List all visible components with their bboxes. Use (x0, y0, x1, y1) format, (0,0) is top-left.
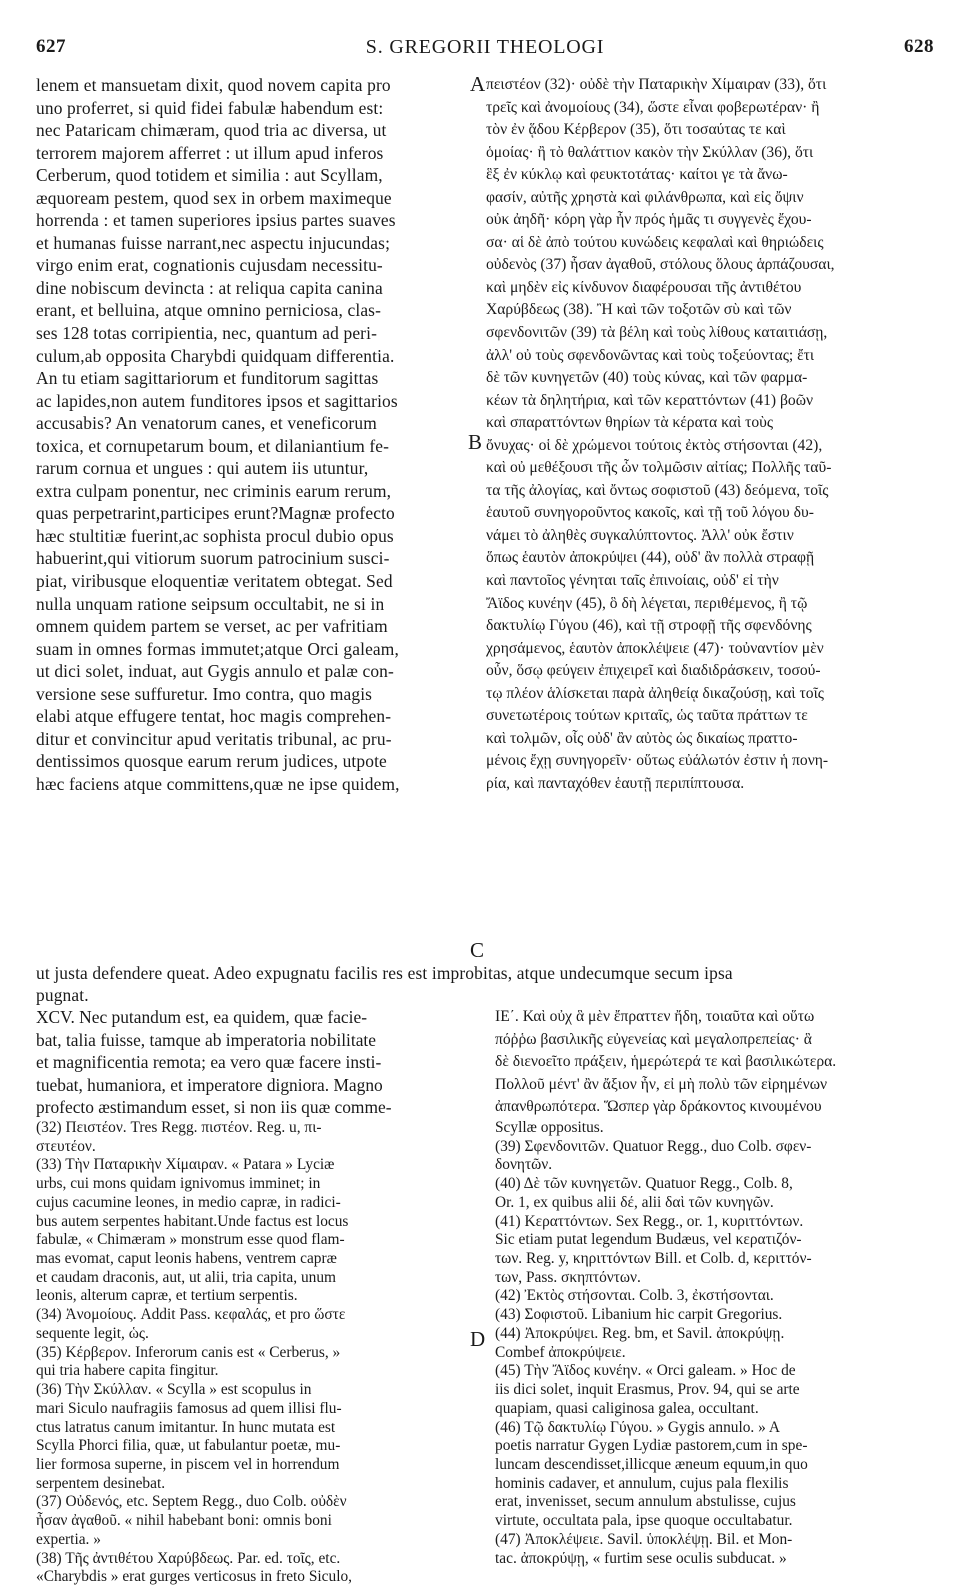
text-line: τῳ πλέον ἁλίσκεται παρὰ ἀληθείᾳ δικαζούσῃ, καὶ τοῖς (486, 684, 824, 702)
text-line: erat, invenisset, secum annulum abstulisse, cujus (495, 1493, 796, 1511)
text-line: τὸν ἐν ᾅδου Κέρβερον (35), ὅτι τοσαύτας τε καὶ (486, 121, 786, 139)
text-line: leonis, alterum capræ, et tertium serpentis. (36, 1287, 298, 1305)
text-line: φασίν, αὐτῆς χρηστὰ καὶ φιλάνθρωπα, καὶ εἰς ὄψιν (486, 188, 804, 206)
text-line: fabulæ, « Chimæram » monstrum esse quod flam- (36, 1231, 345, 1249)
text-line: bus autem serpentes habitant.Unde factus est locus (36, 1212, 349, 1230)
text-line: (33) Τὴν Παταρικὴν Χίμαιραν. « Patara » Lyciæ (36, 1156, 335, 1174)
full-width-text (36, 962, 936, 1006)
text-line: ut justa defendere queat. Adeo expugnatu facilis res est improbitas, atque undecumque secum ipsa (36, 963, 733, 983)
text-line: erant, et belluina, atque omnino perniciosa, clas- (36, 300, 382, 321)
margin-letter-a: A (470, 72, 486, 96)
text-line: omnem quidem partem se verset, ac per vafritiam (36, 616, 388, 637)
text-line: poetis narratur Gygen Lydiæ pastorem,cum in spe- (495, 1437, 808, 1455)
text-line: Πολλοῦ μέντ' ἂν ἄξιον ἦν, εἰ μὴ πολὺ τῶν εἰρημένων (495, 1075, 828, 1093)
text-line: Combef ἀποκρύψειε. (495, 1343, 626, 1361)
text-line: (46) Τῷ δακτυλίῳ Γύγου. » Gygis annulo. » A (495, 1418, 780, 1436)
text-line: extra culpam ponentur, nec criminis earum rerum, (36, 480, 392, 501)
text-line: καὶ σπαραττόντων θηρίων τὰ κέρατα καὶ τοὺς (486, 414, 774, 432)
text-line: των, Pass. σκηπτόντων. (495, 1268, 641, 1286)
text-line: ἓξ ἐν κύκλῳ καὶ φευκτοτάτας· καίτοι γε τὰ ἄνω- (486, 166, 788, 184)
text-line: ὅπως ἑαυτὸν ἀποκρύψει (44), οὐδ' ἂν πολλὰ στραφῇ (486, 549, 815, 567)
text-line: suam in omnes formas immutet;atque Orci galeam, (36, 638, 399, 659)
text-line: των. Reg. y, κηριττόντων Bill. et Colb. d, κεριττόν- (495, 1250, 812, 1268)
text-line: σα· αἱ δὲ ἀπὸ τούτου κυνώδεις κεφαλαὶ καὶ θηριώδεις (486, 233, 824, 251)
text-line: Ἄϊδος κυνέην (45), ὃ δὴ λέγεται, περιθέμενος, ἢ τῷ (486, 594, 808, 612)
text-line: οὐδενὸς (37) ἦσαν ἀγαθοῦ, στόλους ὅλους ἁρπάζουσαι, (486, 256, 835, 274)
text-line: δονητῶν. (495, 1156, 553, 1174)
text-line: ἀπανθρωπότερα. Ὥσπερ γὰρ δράκοντος κινουμένου (495, 1098, 822, 1115)
text-line: οὐκ ἀηδῆ· κόρη γὰρ ἦν πρός ἡμᾶς τι συγγενὲς ἔχου- (486, 211, 812, 229)
text-line: ses 128 totas corripientia, nec, quantum ad peri- (36, 323, 378, 344)
text-line: (43) Σοφιστοῦ. Libanium hic carpit Gregorius. (495, 1306, 783, 1324)
text-line: «Charybdis » erat gurges verticosus in freto Siculo, (36, 1568, 353, 1586)
text-line: (34) Ἀνομοίους. Addit Pass. κεφαλάς, et pro ὥστε (36, 1306, 346, 1324)
text-line: ac lapides,non autem funditores ipsos et sagittarios (36, 390, 398, 411)
text-line: ὄνυχας· οἱ δὲ χρώμενοι τούτοις ἐκτὸς στήσονται (42), (486, 436, 823, 454)
text-line: (37) Οὐδενός, etc. Septem Regg., duo Colb. οὐδὲν (36, 1493, 347, 1511)
text-line: horrenda : et tamen superiores ipsius partes suaves (36, 210, 396, 231)
text-line: hæc stultitiæ fuerint,ac sophista procul dubio opus (36, 525, 394, 546)
text-line: pugnat. (36, 985, 89, 1005)
text-line: (44) Ἀποκρύψει. Reg. bm, et Savil. ἀποκρύψῃ. (495, 1324, 785, 1342)
text-line: virtute, occultata pala, ipse quoque occultabatur. (495, 1512, 793, 1530)
text-line: οὖν, ὅσῳ φεύγειν ἐπιχειρεῖ καὶ διαδιδράσκειν, τοσού- (486, 662, 821, 680)
text-line: (32) Πειστέον. Tres Regg. πιστέον. Reg. u, πι- (36, 1119, 322, 1136)
text-line: χρησάμενος, ἑαυτὸν ἀποκλέψειε (47)· τοὐναντίον μὲν (486, 639, 824, 657)
page-number-right: 628 (904, 36, 934, 57)
text-line: urbs, cui mons quidam ignivomus imminet; in (36, 1175, 321, 1193)
page-header (36, 36, 934, 60)
text-line: profecto æstimandum esset, si non iis quæ comme- (36, 1097, 392, 1117)
text-line: καὶ μηδὲν εἰς κίνδυνον διαφέρουσαι τῆς ἀντιθέτου (486, 278, 802, 296)
text-line: accusabis? An venatorum canes, et veneficorum (36, 413, 377, 434)
text-line: Or. 1, ex quibus alii δέ, alii δαὶ τῶν κυνηγῶν. (495, 1193, 774, 1211)
text-line: dentissimos quosque earum rerum judices, utpote (36, 751, 387, 772)
text-line: ὁμοίας· ἢ τὸ θαλάττιον κακὸν τὴν Σκύλλαν (36), ὅτι (486, 143, 814, 161)
text-line: (35) Κέρβερον. Inferorum canis est « Cerberus, » (36, 1343, 341, 1361)
latin-column-section-xcv (36, 1006, 468, 1119)
text-line: (36) Τὴν Σκύλλαν. « Scylla » est scopulus in (36, 1381, 312, 1399)
text-line: versione sese suffuretur. Imo contra, quo magis (36, 683, 373, 704)
text-line: Sic etiam putat legendum Budæus, vel κερατιζόν- (495, 1231, 802, 1249)
text-line: τρεῖς καὶ ἀνομοίους (34), ὥστε εἶναι φοβερωτέραν· ἢ (486, 98, 820, 116)
text-line: (45) Τὴν Ἄϊδος κυνέην. « Orci galeam. » Hoc de (495, 1362, 796, 1380)
text-line: mas evomat, caput leonis habens, ventrem capræ (36, 1250, 337, 1268)
text-line: terrorem majorem afferret : ut illum apud inferos (36, 142, 384, 163)
text-line: μένοις ἔχῃ συνηγορεῖν· οὕτως εὐάλωτόν ἐστιν ἡ πονη- (486, 752, 829, 770)
text-line: ἑαυτοῦ συνηγοροῦντος κακοῖς, καὶ τῇ τοῦ λόγου δυ- (486, 504, 814, 522)
text-line: Scylla Phorci filia, quæ, ut fabulantur poetæ, mu- (36, 1437, 341, 1455)
text-line: (41) Κεραττόντων. Sex Regg., or. 1, κυριττόντων. (495, 1212, 804, 1230)
page-number-left: 627 (36, 36, 66, 57)
text-line: lier formosa superne, in piscem vel in horrendum (36, 1455, 340, 1473)
text-line: (38) Τῆς ἀντιθέτου Χαρύβδεως. Par. ed. τοῖς, etc. (36, 1549, 341, 1567)
text-line: sequente legit, ὡς. (36, 1324, 149, 1342)
text-line: δακτυλίῳ Γύγου (46), καὶ τῇ στροφῇ τῆς σφενδόνης (486, 617, 812, 635)
text-line: nulla unquam ratione seipsum occultabit, ne si in (36, 593, 385, 614)
running-title: S. GREGORII THEOLOGI (365, 36, 605, 58)
text-line: virgo enim erat, cognationis cujusdam necessitu- (36, 255, 383, 276)
margin-letter-c: C (470, 938, 485, 962)
text-line: luncam descendisset,illicque æneum equum,in quo (495, 1455, 808, 1473)
text-line: cujus cacumine leones, in medio capræ, in radici- (36, 1193, 341, 1211)
latin-column (36, 74, 468, 796)
greek-column-section-xcv (495, 1006, 934, 1119)
text-line: ΙΕ΄. Καὶ οὐχ ἃ μὲν ἔπραττεν ἤδη, τοιαῦτα καὶ οὕτω (495, 1008, 815, 1025)
text-line: rarum cornua et ungues : qui autem iis utuntur, (36, 458, 369, 479)
text-line: hominis cadaver, et annulum, cujus pala flexilis (495, 1474, 789, 1492)
text-line: καὶ παντοῖος γένηται ταῖς ἐπινοίαις, οὐδ' εἰ τὴν (486, 572, 779, 590)
text-line: serpentem desinebat. (36, 1474, 166, 1492)
text-line: κέων τὰ δηλητήρια, καὶ τῶν κεραττόντων (41) βοῶν (486, 391, 814, 409)
text-line: Χαρύβδεως (38). Ἢ καὶ τῶν τοξοτῶν σὺ καὶ τῶν (486, 301, 792, 319)
text-line: et humanas fuisse narrant,nec aspectu injucundas; (36, 232, 391, 253)
text-line: ut dici solet, induat, aut Gygis annulo et palæ con- (36, 661, 394, 682)
text-line: (47) Ἀποκλέψειε. Savil. ὑποκλέψῃ. Bil. et Mon- (495, 1530, 793, 1548)
text-line: qui tria habere capita fingitur. (36, 1362, 219, 1380)
text-line: quas perpetrarint,participes erunt?Magnæ profecto (36, 503, 395, 524)
text-line: tac. ἀποκρύψῃ, « furtim sese oculis subducat. » (495, 1549, 787, 1567)
text-line: piat, viribusque eloquentiæ veritatem obtegat. Sed (36, 571, 393, 592)
text-line: dine nobiscum devincta : at reliqua capita canina (36, 277, 383, 298)
text-line: lenem et mansuetam dixit, quod novem capita pro (36, 75, 391, 95)
text-line: καὶ τολμῶν, οἷς οὐδ' ἂν αὐτὸς ὡς δικαίως πραττο- (486, 729, 798, 747)
text-line: ρία, καὶ πανταχόθεν ἑαυτῇ περιπίπτουσα. (486, 774, 745, 792)
text-line: δὲ διενοεῖτο πράξειν, ἡμερώτερά τε καὶ βασιλικώτερα. (495, 1053, 837, 1070)
text-line: expertia. » (36, 1530, 101, 1548)
text-line: bat, talia fuisse, tamque ab imperatoria nobilitate (36, 1029, 376, 1050)
text-line: νάμει τὸ ἀληθὲς συγκαλύπτοντος. Ἀλλ' οὐκ ἔστιν (486, 526, 794, 544)
text-line: habuerint,qui vitiorum suorum patrocinium susci- (36, 548, 390, 569)
text-line: culum,ab opposita Charybdi quidquam differentia. (36, 345, 395, 366)
text-line: Cerberum, quod totidem et similia : aut Scyllam, (36, 165, 383, 186)
text-line: ctus latratus canum imitantur. In hunc mutata est (36, 1418, 336, 1436)
text-line: (42) Ἐκτὸς στήσονται. Colb. 3, ἐκστήσονται. (495, 1287, 774, 1305)
text-line: An tu etiam sagittariorum et funditorum sagittas (36, 368, 379, 389)
text-line: (39) Σφενδονιτῶν. Quatuor Regg., duo Colb. σφεν- (495, 1137, 812, 1155)
text-line: ditur et convincitur apud veritatis tribunal, ac pru- (36, 728, 392, 749)
text-line: Scyllæ oppositus. (495, 1119, 604, 1136)
text-line: τα τῆς ἀλογίας, καὶ ὄντως σοφιστοῦ (43) δεόμενα, τοῖς (486, 481, 829, 499)
text-line: (40) Δὲ τῶν κυνηγετῶν. Quatuor Regg., Colb. 8, (495, 1175, 793, 1193)
greek-column (486, 74, 934, 796)
margin-letter-d: D (470, 1327, 486, 1351)
text-line: XCV. Nec putandum est, ea quidem, quæ facie- (36, 1007, 367, 1027)
text-line: ἀλλ' οὐ τοὺς σφενδονῶντας καὶ τοὺς τοξεύοντας; ἔτι (486, 346, 815, 364)
text-line: quapiam, quasi caliginosa galea, occultant. (495, 1399, 759, 1417)
text-line: συνετωτέροις τούτων κριταῖς, ὡς ταῦτα πράττων τε (486, 707, 808, 725)
margin-letter-b: B (468, 430, 483, 454)
footnotes-left (36, 1119, 468, 1587)
text-line: hæc faciens atque committens,quæ ne ipse quidem, (36, 773, 400, 794)
text-line: πόῤῥω βασιλικῆς εὐγενείας καὶ μεγαλοπρεπείας· ἃ (495, 1030, 812, 1048)
text-line: mari Siculo naufragiis famosus ad quem illisi flu- (36, 1399, 342, 1417)
text-line: elabi atque effugere tentat, hoc magis comprehen- (36, 706, 392, 727)
text-line: δὲ τῶν κυνηγετῶν (40) τοὺς κύνας, καὶ τῶν φαρμα- (486, 369, 808, 387)
text-line: ἦσαν ἀγαθοῦ. « nihil habebant boni: omnis boni (36, 1512, 332, 1530)
text-line: στευτέον. (36, 1137, 96, 1155)
text-line: et caudam draconis, aut, ut alii, tria capita, unum (36, 1268, 337, 1286)
text-line: σφενδονιτῶν (39) τὰ βέλη καὶ τοὺς λίθους καταιτιάσῃ, (486, 324, 828, 342)
text-line: tuebat, humaniora, et imperatore digniora. Magno (36, 1074, 383, 1095)
text-line: æquoream pestem, quod sex in orbem maximeque (36, 187, 392, 208)
text-line: uno proferret, si quid fidei fabulæ habendum est: (36, 97, 384, 118)
text-line: πειστέον (32)· οὐδὲ τὴν Παταρικὴν Χίμαιραν (33), ὅτι (486, 76, 827, 93)
text-line: iis dici solet, inquit Erasmus, Prov. 94, qui se arte (495, 1381, 800, 1399)
text-line: toxica, et cornupetarum boum, et dilaniantium fe- (36, 435, 390, 456)
text-line: καὶ οὐ μεθέξουσι τῆς ὧν τολμῶσιν αἰτίας; Πολλῆς ταῦ- (486, 459, 832, 477)
text-line: nec Pataricam chimæram, quod tria ac diversa, ut (36, 120, 387, 141)
text-line: et magnificentia remota; ea vero quæ facere insti- (36, 1052, 382, 1072)
